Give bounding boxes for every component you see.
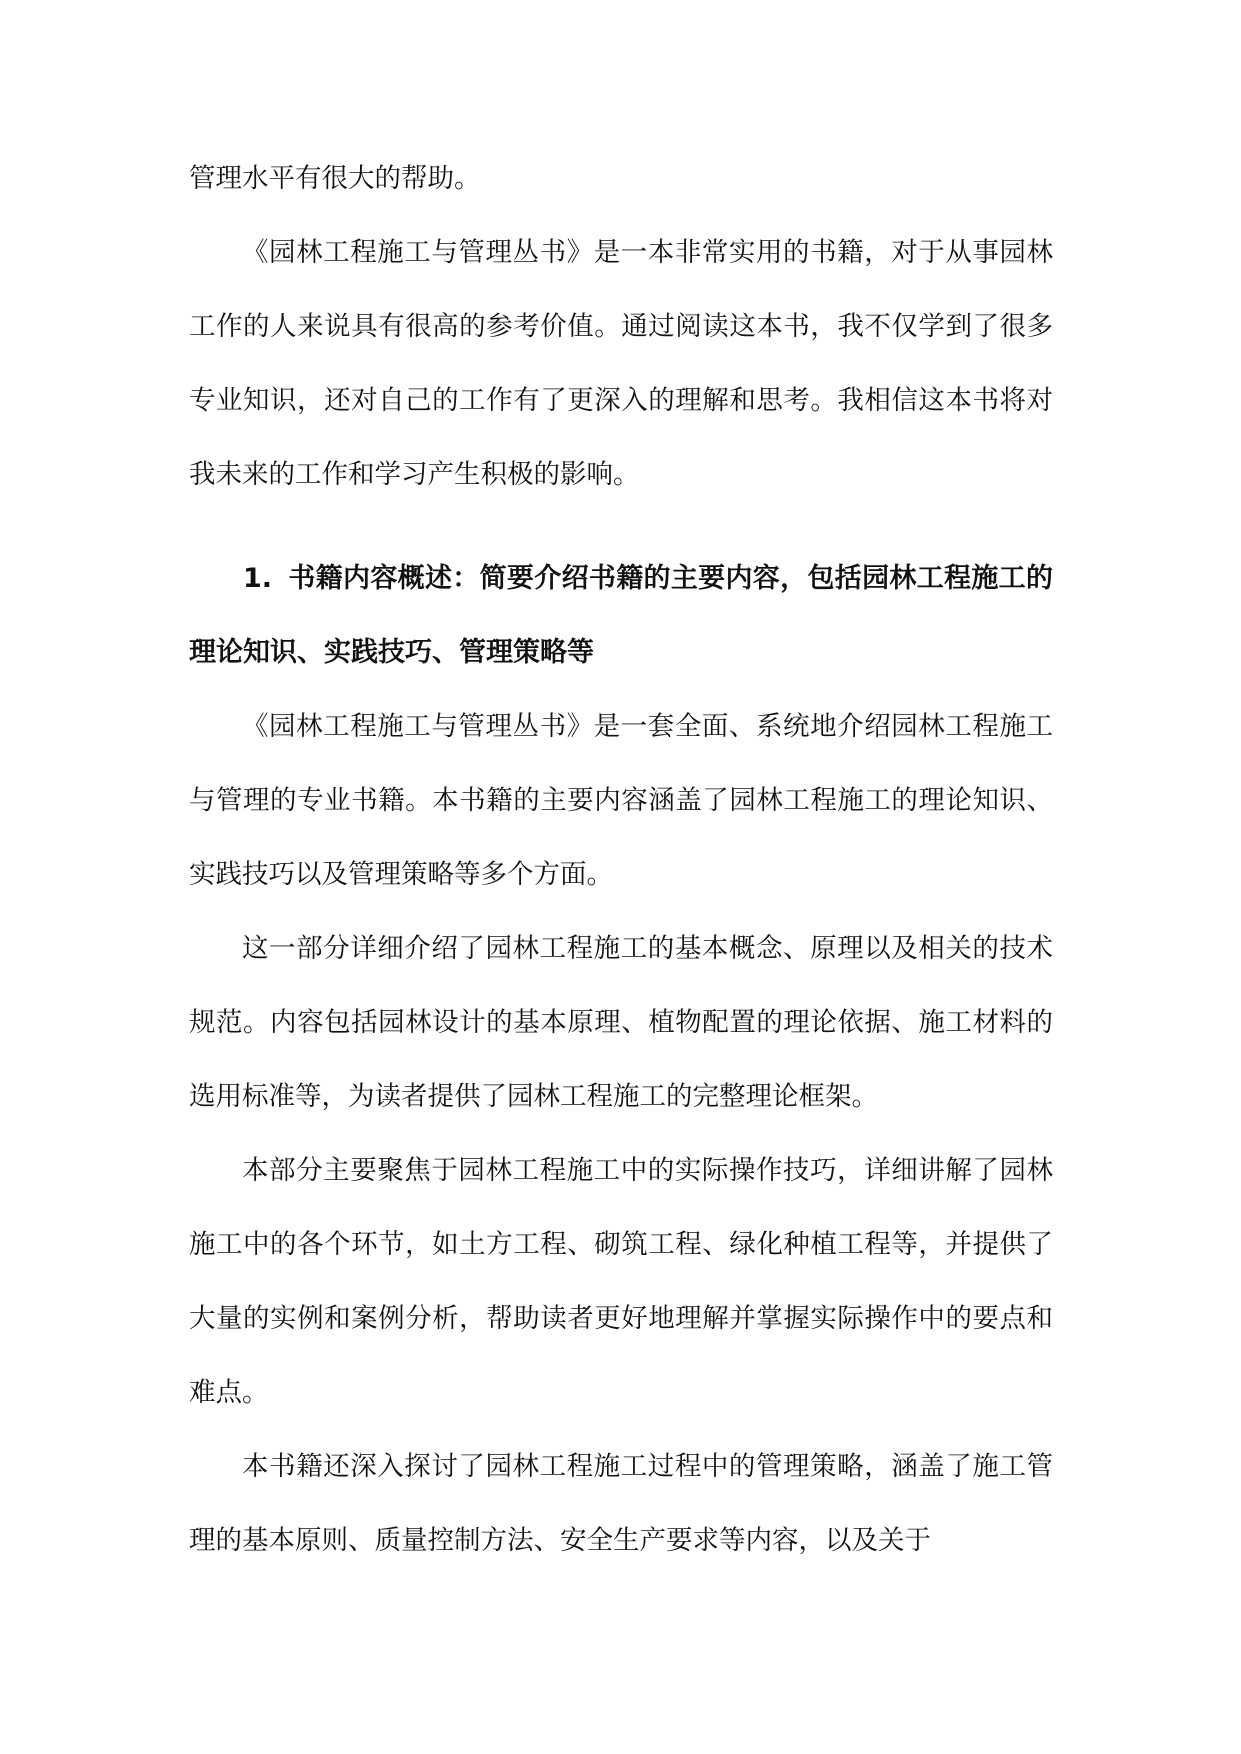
section-heading-number: 1. <box>243 563 273 594</box>
paragraph-continuation: 管理水平有很大的帮助。 <box>189 163 481 194</box>
paragraph-theory: 这一部分详细介绍了园林工程施工的基本概念、原理以及相关的技术规范。内容包括园林设计的基本原理、植物配置的理论依据、施工材料的选用标准等，为读者提供了园林工程施工的完整理论框架。 <box>189 933 1053 1112</box>
section-heading <box>189 542 1053 690</box>
paragraph-management: 本书籍还深入探讨了园林工程施工过程中的管理策略，涵盖了施工管理的基本原则、质量控制方法、安全生产要求等内容，以及关于 <box>189 1451 1053 1556</box>
document-body <box>189 142 1053 1578</box>
paragraph-overview: 《园林工程施工与管理丛书》是一套全面、系统地介绍园林工程施工与管理的专业书籍。本书籍的主要内容涵盖了园林工程施工的理论知识、实践技巧以及管理策略等多个方面。 <box>189 711 1053 890</box>
paragraph-book-value: 《园林工程施工与管理丛书》是一本非常实用的书籍，对于从事园林工作的人来说具有很高的参考价值。通过阅读这本书，我不仅学到了很多专业知识，还对自己的工作有了更深入的理解和思考。我相信这本书将对我未来的工作和学习产生积极的影响。 <box>189 237 1053 490</box>
section-heading-text: 书籍内容概述：简要介绍书籍的主要内容，包括园林工程施工的理论知识、实践技巧、管理策略等 <box>189 563 1053 668</box>
paragraph-practice: 本部分主要聚焦于园林工程施工中的实际操作技巧，详细讲解了园林施工中的各个环节，如土方工程、砌筑工程、绿化种植工程等，并提供了大量的实例和案例分析，帮助读者更好地理解并掌握实际操作中的要点和难点。 <box>189 1155 1053 1408</box>
